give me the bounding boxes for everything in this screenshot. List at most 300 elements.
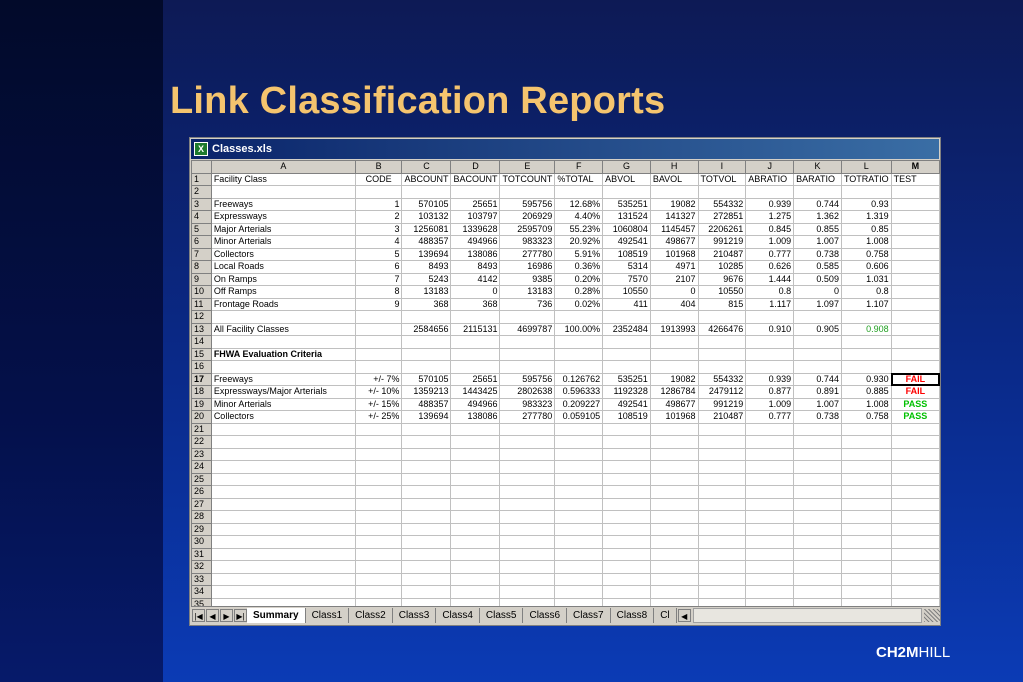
cell-m9[interactable]: [891, 273, 939, 286]
cell-k7[interactable]: 0.738: [794, 248, 842, 261]
cell-i28[interactable]: [698, 511, 746, 524]
cell-j2[interactable]: [746, 186, 794, 199]
column-header-l[interactable]: L: [841, 161, 891, 174]
cell-b35[interactable]: [355, 598, 402, 606]
cell-m10[interactable]: [891, 286, 939, 299]
cell-g16[interactable]: [603, 361, 651, 374]
cell-j29[interactable]: [746, 523, 794, 536]
cell-g24[interactable]: [603, 461, 651, 474]
cell-c3[interactable]: 570105: [402, 198, 451, 211]
cell-e31[interactable]: [500, 548, 555, 561]
cell-k19[interactable]: 1.007: [794, 398, 842, 411]
select-all-corner[interactable]: [192, 161, 212, 174]
row-header[interactable]: 11: [192, 298, 212, 311]
cell-i24[interactable]: [698, 461, 746, 474]
cell-g4[interactable]: 131524: [603, 211, 651, 224]
cell-m25[interactable]: [891, 473, 939, 486]
cell-g12[interactable]: [603, 311, 651, 324]
cell-j26[interactable]: [746, 486, 794, 499]
cell-h27[interactable]: [650, 498, 698, 511]
cell-j9[interactable]: 1.444: [746, 273, 794, 286]
cell-d23[interactable]: [451, 448, 500, 461]
cell-c9[interactable]: 5243: [402, 273, 451, 286]
cell-c4[interactable]: 103132: [402, 211, 451, 224]
cell-d27[interactable]: [451, 498, 500, 511]
spreadsheet-grid[interactable]: [191, 160, 940, 606]
row-header[interactable]: 34: [192, 586, 212, 599]
cell-m12[interactable]: [891, 311, 939, 324]
cell-a22[interactable]: [211, 436, 355, 449]
cell-e11[interactable]: 736: [500, 298, 555, 311]
cell-c12[interactable]: [402, 311, 451, 324]
cell-e15[interactable]: [500, 348, 555, 361]
row-header[interactable]: 17: [192, 373, 212, 386]
cell-b24[interactable]: [355, 461, 402, 474]
cell-h3[interactable]: 19082: [650, 198, 698, 211]
cell-a13[interactable]: All Facility Classes: [211, 323, 355, 336]
cell-a35[interactable]: [211, 598, 355, 606]
cell-e8[interactable]: 16986: [500, 261, 555, 274]
cell-j16[interactable]: [746, 361, 794, 374]
cell-d26[interactable]: [451, 486, 500, 499]
cell-h31[interactable]: [650, 548, 698, 561]
cell-m35[interactable]: [891, 598, 939, 606]
cell-h2[interactable]: [650, 186, 698, 199]
cell-e20[interactable]: 277780: [500, 411, 555, 424]
cell-h8[interactable]: 4971: [650, 261, 698, 274]
cell-l4[interactable]: 1.319: [841, 211, 891, 224]
cell-j12[interactable]: [746, 311, 794, 324]
cell-h21[interactable]: [650, 423, 698, 436]
cell-k18[interactable]: 0.891: [794, 386, 842, 399]
column-header-i[interactable]: I: [698, 161, 746, 174]
cell-f4[interactable]: 4.40%: [555, 211, 603, 224]
cell-g25[interactable]: [603, 473, 651, 486]
cell-k34[interactable]: [794, 586, 842, 599]
cell-e26[interactable]: [500, 486, 555, 499]
cell-j25[interactable]: [746, 473, 794, 486]
cell-l31[interactable]: [841, 548, 891, 561]
cell-i16[interactable]: [698, 361, 746, 374]
cell-d32[interactable]: [451, 561, 500, 574]
column-header-d[interactable]: D: [451, 161, 500, 174]
cell-i4[interactable]: 272851: [698, 211, 746, 224]
cell-f7[interactable]: 5.91%: [555, 248, 603, 261]
cell-b14[interactable]: [355, 336, 402, 349]
cell-j13[interactable]: 0.910: [746, 323, 794, 336]
cell-f27[interactable]: [555, 498, 603, 511]
cell-a14[interactable]: [211, 336, 355, 349]
cell-l6[interactable]: 1.008: [841, 236, 891, 249]
horizontal-scrollbar[interactable]: [693, 608, 922, 623]
cell-i12[interactable]: [698, 311, 746, 324]
cell-m33[interactable]: [891, 573, 939, 586]
cell-k13[interactable]: 0.905: [794, 323, 842, 336]
cell-e18[interactable]: 2802638: [500, 386, 555, 399]
cell-k24[interactable]: [794, 461, 842, 474]
column-header-k[interactable]: K: [794, 161, 842, 174]
cell-h32[interactable]: [650, 561, 698, 574]
cell-b20[interactable]: +/- 25%: [355, 411, 402, 424]
cell-b31[interactable]: [355, 548, 402, 561]
cell-j10[interactable]: 0.8: [746, 286, 794, 299]
cell-f10[interactable]: 0.28%: [555, 286, 603, 299]
cell-d1[interactable]: BACOUNT: [451, 173, 500, 186]
cell-h29[interactable]: [650, 523, 698, 536]
cell-d16[interactable]: [451, 361, 500, 374]
cell-m7[interactable]: [891, 248, 939, 261]
cell-f17[interactable]: 0.126762: [555, 373, 603, 386]
cell-g7[interactable]: 108519: [603, 248, 651, 261]
cell-m17[interactable]: FAIL: [891, 373, 939, 386]
cell-h15[interactable]: [650, 348, 698, 361]
cell-f30[interactable]: [555, 536, 603, 549]
column-header-m[interactable]: M: [891, 161, 939, 174]
row-header[interactable]: 26: [192, 486, 212, 499]
cell-k25[interactable]: [794, 473, 842, 486]
cell-i29[interactable]: [698, 523, 746, 536]
cell-b18[interactable]: +/- 10%: [355, 386, 402, 399]
cell-d3[interactable]: 25651: [451, 198, 500, 211]
cell-l27[interactable]: [841, 498, 891, 511]
row-header[interactable]: 22: [192, 436, 212, 449]
cell-k32[interactable]: [794, 561, 842, 574]
cell-e14[interactable]: [500, 336, 555, 349]
cell-l2[interactable]: [841, 186, 891, 199]
row-header[interactable]: 6: [192, 236, 212, 249]
column-header-g[interactable]: G: [603, 161, 651, 174]
resize-grip-icon[interactable]: [924, 609, 940, 622]
cell-h28[interactable]: [650, 511, 698, 524]
cell-m8[interactable]: [891, 261, 939, 274]
cell-h7[interactable]: 101968: [650, 248, 698, 261]
cell-g23[interactable]: [603, 448, 651, 461]
cell-e5[interactable]: 2595709: [500, 223, 555, 236]
cell-k22[interactable]: [794, 436, 842, 449]
cell-k10[interactable]: 0: [794, 286, 842, 299]
cell-g18[interactable]: 1192328: [603, 386, 651, 399]
cell-l1[interactable]: TOTRATIO: [841, 173, 891, 186]
cell-a29[interactable]: [211, 523, 355, 536]
cell-c25[interactable]: [402, 473, 451, 486]
first-sheet-icon[interactable]: |◀: [192, 609, 205, 622]
cell-c30[interactable]: [402, 536, 451, 549]
cell-d24[interactable]: [451, 461, 500, 474]
sheet-tab-class5[interactable]: Class5: [480, 608, 524, 623]
cell-h22[interactable]: [650, 436, 698, 449]
cell-h17[interactable]: 19082: [650, 373, 698, 386]
cell-f5[interactable]: 55.23%: [555, 223, 603, 236]
cell-a4[interactable]: Expressways: [211, 211, 355, 224]
cell-f8[interactable]: 0.36%: [555, 261, 603, 274]
cell-e35[interactable]: [500, 598, 555, 606]
cell-c2[interactable]: [402, 186, 451, 199]
cell-e3[interactable]: 595756: [500, 198, 555, 211]
cell-e32[interactable]: [500, 561, 555, 574]
row-header[interactable]: 9: [192, 273, 212, 286]
cell-e22[interactable]: [500, 436, 555, 449]
cell-e21[interactable]: [500, 423, 555, 436]
cell-h18[interactable]: 1286784: [650, 386, 698, 399]
cell-f22[interactable]: [555, 436, 603, 449]
cell-i30[interactable]: [698, 536, 746, 549]
cell-g32[interactable]: [603, 561, 651, 574]
row-header[interactable]: 5: [192, 223, 212, 236]
cell-e34[interactable]: [500, 586, 555, 599]
cell-d35[interactable]: [451, 598, 500, 606]
cell-m19[interactable]: PASS: [891, 398, 939, 411]
cell-l29[interactable]: [841, 523, 891, 536]
cell-j6[interactable]: 1.009: [746, 236, 794, 249]
cell-i9[interactable]: 9676: [698, 273, 746, 286]
cell-m18[interactable]: FAIL: [891, 386, 939, 399]
row-header[interactable]: 4: [192, 211, 212, 224]
cell-m3[interactable]: [891, 198, 939, 211]
cell-i25[interactable]: [698, 473, 746, 486]
next-sheet-icon[interactable]: ▶: [220, 609, 233, 622]
cell-m34[interactable]: [891, 586, 939, 599]
cell-k21[interactable]: [794, 423, 842, 436]
cell-b26[interactable]: [355, 486, 402, 499]
cell-h4[interactable]: 141327: [650, 211, 698, 224]
cell-b22[interactable]: [355, 436, 402, 449]
cell-j7[interactable]: 0.777: [746, 248, 794, 261]
cell-i23[interactable]: [698, 448, 746, 461]
cell-b5[interactable]: 3: [355, 223, 402, 236]
cell-a2[interactable]: [211, 186, 355, 199]
sheet-tab-class2[interactable]: Class2: [349, 608, 393, 623]
cell-c13[interactable]: 2584656: [402, 323, 451, 336]
cell-f23[interactable]: [555, 448, 603, 461]
cell-e24[interactable]: [500, 461, 555, 474]
cell-c17[interactable]: 570105: [402, 373, 451, 386]
cell-b2[interactable]: [355, 186, 402, 199]
cell-h10[interactable]: 0: [650, 286, 698, 299]
cell-d34[interactable]: [451, 586, 500, 599]
cell-g5[interactable]: 1060804: [603, 223, 651, 236]
cell-d28[interactable]: [451, 511, 500, 524]
cell-a30[interactable]: [211, 536, 355, 549]
cell-h13[interactable]: 1913993: [650, 323, 698, 336]
cell-j23[interactable]: [746, 448, 794, 461]
cell-l25[interactable]: [841, 473, 891, 486]
cell-l26[interactable]: [841, 486, 891, 499]
cell-f18[interactable]: 0.596333: [555, 386, 603, 399]
cell-l22[interactable]: [841, 436, 891, 449]
cell-f25[interactable]: [555, 473, 603, 486]
cell-j17[interactable]: 0.939: [746, 373, 794, 386]
cell-h30[interactable]: [650, 536, 698, 549]
row-header[interactable]: 18: [192, 386, 212, 399]
cell-d18[interactable]: 1443425: [451, 386, 500, 399]
cell-m21[interactable]: [891, 423, 939, 436]
cell-f26[interactable]: [555, 486, 603, 499]
cell-j33[interactable]: [746, 573, 794, 586]
column-header-f[interactable]: F: [555, 161, 603, 174]
cell-i17[interactable]: 554332: [698, 373, 746, 386]
cell-c34[interactable]: [402, 586, 451, 599]
cell-g31[interactable]: [603, 548, 651, 561]
spreadsheet-table[interactable]: [191, 160, 940, 606]
cell-g1[interactable]: ABVOL: [603, 173, 651, 186]
cell-f20[interactable]: 0.059105: [555, 411, 603, 424]
cell-j3[interactable]: 0.939: [746, 198, 794, 211]
cell-d19[interactable]: 494966: [451, 398, 500, 411]
cell-l12[interactable]: [841, 311, 891, 324]
cell-m6[interactable]: [891, 236, 939, 249]
cell-d14[interactable]: [451, 336, 500, 349]
cell-a1[interactable]: Facility Class: [211, 173, 355, 186]
cell-j8[interactable]: 0.626: [746, 261, 794, 274]
cell-k12[interactable]: [794, 311, 842, 324]
cell-a12[interactable]: [211, 311, 355, 324]
cell-f14[interactable]: [555, 336, 603, 349]
cell-c22[interactable]: [402, 436, 451, 449]
cell-c19[interactable]: 488357: [402, 398, 451, 411]
row-header[interactable]: 14: [192, 336, 212, 349]
cell-k11[interactable]: 1.097: [794, 298, 842, 311]
cell-e2[interactable]: [500, 186, 555, 199]
cell-c20[interactable]: 139694: [402, 411, 451, 424]
cell-d4[interactable]: 103797: [451, 211, 500, 224]
cell-l9[interactable]: 1.031: [841, 273, 891, 286]
cell-m5[interactable]: [891, 223, 939, 236]
cell-f15[interactable]: [555, 348, 603, 361]
cell-f29[interactable]: [555, 523, 603, 536]
cell-c15[interactable]: [402, 348, 451, 361]
cell-b6[interactable]: 4: [355, 236, 402, 249]
cell-b33[interactable]: [355, 573, 402, 586]
column-header-e[interactable]: E: [500, 161, 555, 174]
row-header[interactable]: 1: [192, 173, 212, 186]
cell-k17[interactable]: 0.744: [794, 373, 842, 386]
cell-k8[interactable]: 0.585: [794, 261, 842, 274]
cell-g21[interactable]: [603, 423, 651, 436]
cell-i35[interactable]: [698, 598, 746, 606]
cell-i20[interactable]: 210487: [698, 411, 746, 424]
cell-k16[interactable]: [794, 361, 842, 374]
cell-b32[interactable]: [355, 561, 402, 574]
cell-m14[interactable]: [891, 336, 939, 349]
cell-j1[interactable]: ABRATIO: [746, 173, 794, 186]
cell-e10[interactable]: 13183: [500, 286, 555, 299]
sheet-tab-class6[interactable]: Class6: [523, 608, 567, 623]
cell-h33[interactable]: [650, 573, 698, 586]
cell-g15[interactable]: [603, 348, 651, 361]
cell-c11[interactable]: 368: [402, 298, 451, 311]
cell-j5[interactable]: 0.845: [746, 223, 794, 236]
cell-g29[interactable]: [603, 523, 651, 536]
cell-i7[interactable]: 210487: [698, 248, 746, 261]
cell-b7[interactable]: 5: [355, 248, 402, 261]
column-header-h[interactable]: H: [650, 161, 698, 174]
cell-e13[interactable]: 4699787: [500, 323, 555, 336]
cell-e7[interactable]: 277780: [500, 248, 555, 261]
cell-g19[interactable]: 492541: [603, 398, 651, 411]
cell-g30[interactable]: [603, 536, 651, 549]
cell-d15[interactable]: [451, 348, 500, 361]
cell-b23[interactable]: [355, 448, 402, 461]
cell-l30[interactable]: [841, 536, 891, 549]
cell-a26[interactable]: [211, 486, 355, 499]
cell-a20[interactable]: Collectors: [211, 411, 355, 424]
cell-l16[interactable]: [841, 361, 891, 374]
cell-k2[interactable]: [794, 186, 842, 199]
cell-c6[interactable]: 488357: [402, 236, 451, 249]
cell-d5[interactable]: 1339628: [451, 223, 500, 236]
cell-i1[interactable]: TOTVOL: [698, 173, 746, 186]
cell-k3[interactable]: 0.744: [794, 198, 842, 211]
cell-m4[interactable]: [891, 211, 939, 224]
row-header[interactable]: 33: [192, 573, 212, 586]
scroll-left-icon[interactable]: ◀: [678, 609, 691, 622]
cell-g20[interactable]: 108519: [603, 411, 651, 424]
cell-g27[interactable]: [603, 498, 651, 511]
cell-f32[interactable]: [555, 561, 603, 574]
cell-a5[interactable]: Major Arterials: [211, 223, 355, 236]
cell-a23[interactable]: [211, 448, 355, 461]
cell-f1[interactable]: %TOTAL: [555, 173, 603, 186]
cell-a10[interactable]: Off Ramps: [211, 286, 355, 299]
row-header[interactable]: 15: [192, 348, 212, 361]
cell-j11[interactable]: 1.117: [746, 298, 794, 311]
cell-k31[interactable]: [794, 548, 842, 561]
sheet-tab-class8[interactable]: Class8: [611, 608, 655, 623]
cell-l3[interactable]: 0.93: [841, 198, 891, 211]
row-header[interactable]: 20: [192, 411, 212, 424]
cell-c10[interactable]: 13183: [402, 286, 451, 299]
cell-a31[interactable]: [211, 548, 355, 561]
cell-m22[interactable]: [891, 436, 939, 449]
cell-b19[interactable]: +/- 15%: [355, 398, 402, 411]
sheet-tab-class4[interactable]: Class4: [436, 608, 480, 623]
window-title-bar[interactable]: [191, 139, 939, 159]
column-header-a[interactable]: A: [211, 161, 355, 174]
cell-m31[interactable]: [891, 548, 939, 561]
cell-b4[interactable]: 2: [355, 211, 402, 224]
cell-f34[interactable]: [555, 586, 603, 599]
cell-c27[interactable]: [402, 498, 451, 511]
cell-l33[interactable]: [841, 573, 891, 586]
cell-m30[interactable]: [891, 536, 939, 549]
cell-l28[interactable]: [841, 511, 891, 524]
cell-b13[interactable]: [355, 323, 402, 336]
cell-a3[interactable]: Freeways: [211, 198, 355, 211]
cell-e17[interactable]: 595756: [500, 373, 555, 386]
cell-h16[interactable]: [650, 361, 698, 374]
cell-i27[interactable]: [698, 498, 746, 511]
cell-a25[interactable]: [211, 473, 355, 486]
cell-e4[interactable]: 206929: [500, 211, 555, 224]
column-header-j[interactable]: J: [746, 161, 794, 174]
row-header[interactable]: 23: [192, 448, 212, 461]
cell-d11[interactable]: 368: [451, 298, 500, 311]
cell-e25[interactable]: [500, 473, 555, 486]
cell-k14[interactable]: [794, 336, 842, 349]
cell-d12[interactable]: [451, 311, 500, 324]
cell-d31[interactable]: [451, 548, 500, 561]
cell-k30[interactable]: [794, 536, 842, 549]
cell-h35[interactable]: [650, 598, 698, 606]
cell-c33[interactable]: [402, 573, 451, 586]
cell-m27[interactable]: [891, 498, 939, 511]
row-header[interactable]: 32: [192, 561, 212, 574]
cell-i14[interactable]: [698, 336, 746, 349]
cell-m26[interactable]: [891, 486, 939, 499]
cell-j20[interactable]: 0.777: [746, 411, 794, 424]
cell-d9[interactable]: 4142: [451, 273, 500, 286]
row-header[interactable]: 12: [192, 311, 212, 324]
